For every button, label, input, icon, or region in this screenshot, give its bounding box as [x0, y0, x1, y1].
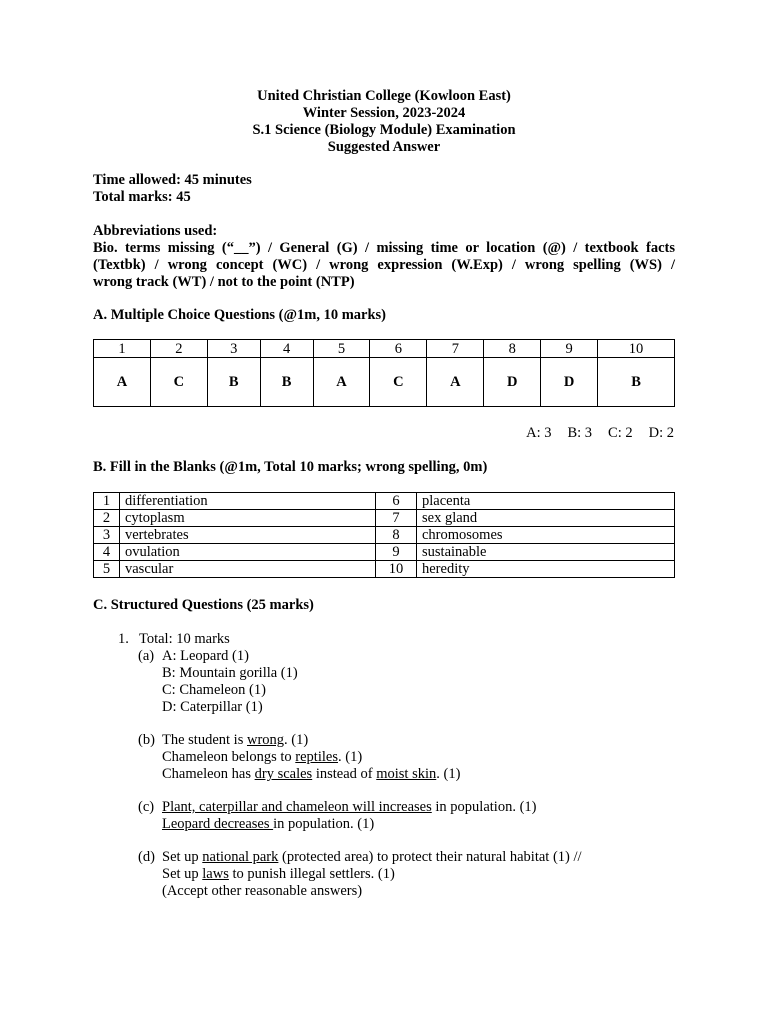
abbrev-line-3: wrong track (WT) / not to the point (NTP) [93, 274, 355, 290]
fill-blanks-table [93, 492, 675, 578]
q1d-line-2 [162, 866, 395, 883]
underlined-term: Plant, caterpillar and chameleon will increases [162, 799, 432, 815]
text-run: . (1) [284, 732, 309, 748]
blank-number: 1 [94, 493, 120, 510]
table-row [94, 493, 675, 510]
underlined-term: moist skin [376, 766, 437, 782]
q1b-line-1 [162, 732, 308, 749]
exam-title: S.1 Science (Biology Module) Examination [252, 122, 516, 138]
mc-number: 10 [598, 340, 675, 358]
mc-answer-row [94, 358, 675, 407]
mc-number: 6 [370, 340, 427, 358]
section-a-title: A. Multiple Choice Questions (@1m, 10 marks) [93, 307, 387, 323]
text-run: instead of [312, 766, 377, 782]
text-run: Chameleon has [162, 766, 255, 782]
text-run: The student is [162, 732, 247, 748]
blank-number: 8 [376, 527, 417, 544]
underlined-term: national park [202, 849, 279, 865]
summary-b: B: 3 [567, 425, 593, 441]
text-run: . (1) [436, 766, 461, 782]
blank-number: 4 [94, 544, 120, 561]
blank-number: 7 [376, 510, 417, 527]
time-allowed: Time allowed: 45 minutes [93, 172, 252, 188]
mc-answer-summary [510, 425, 674, 442]
blank-number: 9 [376, 544, 417, 561]
underlined-term: reptiles [295, 749, 338, 765]
school-name: United Christian College (Kowloon East) [257, 88, 511, 104]
blank-number: 2 [94, 510, 120, 527]
blank-number: 3 [94, 527, 120, 544]
text-run: (protected area) to protect their natural habitat (1) // [278, 849, 582, 865]
q1b-line-3 [162, 766, 460, 783]
blank-answer: ovulation [120, 544, 376, 561]
mc-answer: B [207, 358, 260, 407]
blank-number: 10 [376, 561, 417, 578]
mc-number: 5 [313, 340, 370, 358]
mc-answer-table [93, 339, 675, 407]
mc-number: 8 [484, 340, 541, 358]
abbrev-line-1: Bio. terms missing (“__”) / General (G) / missing time or location (@) / textbook facts [93, 240, 675, 256]
mc-number: 2 [150, 340, 207, 358]
blank-answer: placenta [417, 493, 675, 510]
blank-answer: sustainable [417, 544, 675, 561]
q1-total: Total: 10 marks [139, 631, 230, 647]
mc-answer: C [150, 358, 207, 407]
text-run: Set up [162, 849, 203, 865]
underlined-term: wrong [246, 732, 285, 748]
q1c-line-2 [162, 816, 374, 833]
doc-subtitle: Suggested Answer [327, 139, 441, 155]
q1d-line-1 [162, 849, 582, 866]
q1d-line-3: (Accept other reasonable answers) [162, 883, 363, 899]
underlined-term: Leopard decreases [162, 816, 274, 832]
blank-answer: heredity [417, 561, 675, 578]
q1c-label: (c) [138, 799, 155, 815]
q1a-line: C: Chameleon (1) [162, 682, 266, 698]
text-run: in population. (1) [273, 816, 375, 832]
mc-number: 9 [541, 340, 598, 358]
mc-answer: A [313, 358, 370, 407]
table-row [94, 544, 675, 561]
mc-number-row [94, 340, 675, 358]
blank-answer: vertebrates [120, 527, 376, 544]
blank-answer: chromosomes [417, 527, 675, 544]
q1-number: 1. [118, 631, 129, 647]
table-row [94, 510, 675, 527]
underlined-term: dry scales [254, 766, 313, 782]
q1c-line-1 [162, 799, 536, 816]
text-run: in population. (1) [431, 799, 537, 815]
section-c-title: C. Structured Questions (25 marks) [93, 597, 314, 613]
mc-number: 4 [260, 340, 313, 358]
mc-number: 7 [427, 340, 484, 358]
q1a-line: A: Leopard (1) [162, 648, 249, 664]
blank-number: 5 [94, 561, 120, 578]
table-row [94, 527, 675, 544]
blank-answer: sex gland [417, 510, 675, 527]
section-b-title: B. Fill in the Blanks (@1m, Total 10 marks; wrong spelling, 0m) [93, 459, 488, 475]
mc-answer: B [598, 358, 675, 407]
q1a-label: (a) [138, 648, 155, 664]
total-marks: Total marks: 45 [93, 189, 191, 205]
blank-answer: differentiation [120, 493, 376, 510]
text-run: to punish illegal settlers. (1) [228, 866, 395, 882]
summary-d: D: 2 [648, 425, 674, 441]
q1d-label: (d) [138, 849, 155, 865]
table-row [94, 561, 675, 578]
q1a-line: B: Mountain gorilla (1) [162, 665, 298, 681]
blank-answer: cytoplasm [120, 510, 376, 527]
mc-number: 3 [207, 340, 260, 358]
summary-a: A: 3 [526, 425, 552, 441]
summary-c: C: 2 [608, 425, 633, 441]
session: Winter Session, 2023-2024 [302, 105, 466, 121]
document-header [0, 88, 768, 156]
mc-answer: D [484, 358, 541, 407]
q1b-line-2 [162, 749, 362, 766]
text-run: . (1) [337, 749, 363, 765]
mc-answer: A [94, 358, 151, 407]
mc-answer: B [260, 358, 313, 407]
mc-answer: C [370, 358, 427, 407]
abbrev-title: Abbreviations used: [93, 223, 218, 239]
mc-answer: D [541, 358, 598, 407]
mc-answer: A [427, 358, 484, 407]
q1a-line: D: Caterpillar (1) [162, 699, 263, 715]
text-run: Set up [162, 866, 203, 882]
abbrev-line-2: (Textbk) / wrong concept (WC) / wrong expression (W.Exp) / wrong spelling (WS) / [93, 257, 675, 273]
q1b-label: (b) [138, 732, 155, 748]
text-run: Chameleon belongs to [162, 749, 296, 765]
mc-number: 1 [94, 340, 151, 358]
blank-number: 6 [376, 493, 417, 510]
underlined-term: laws [202, 866, 229, 882]
blank-answer: vascular [120, 561, 376, 578]
